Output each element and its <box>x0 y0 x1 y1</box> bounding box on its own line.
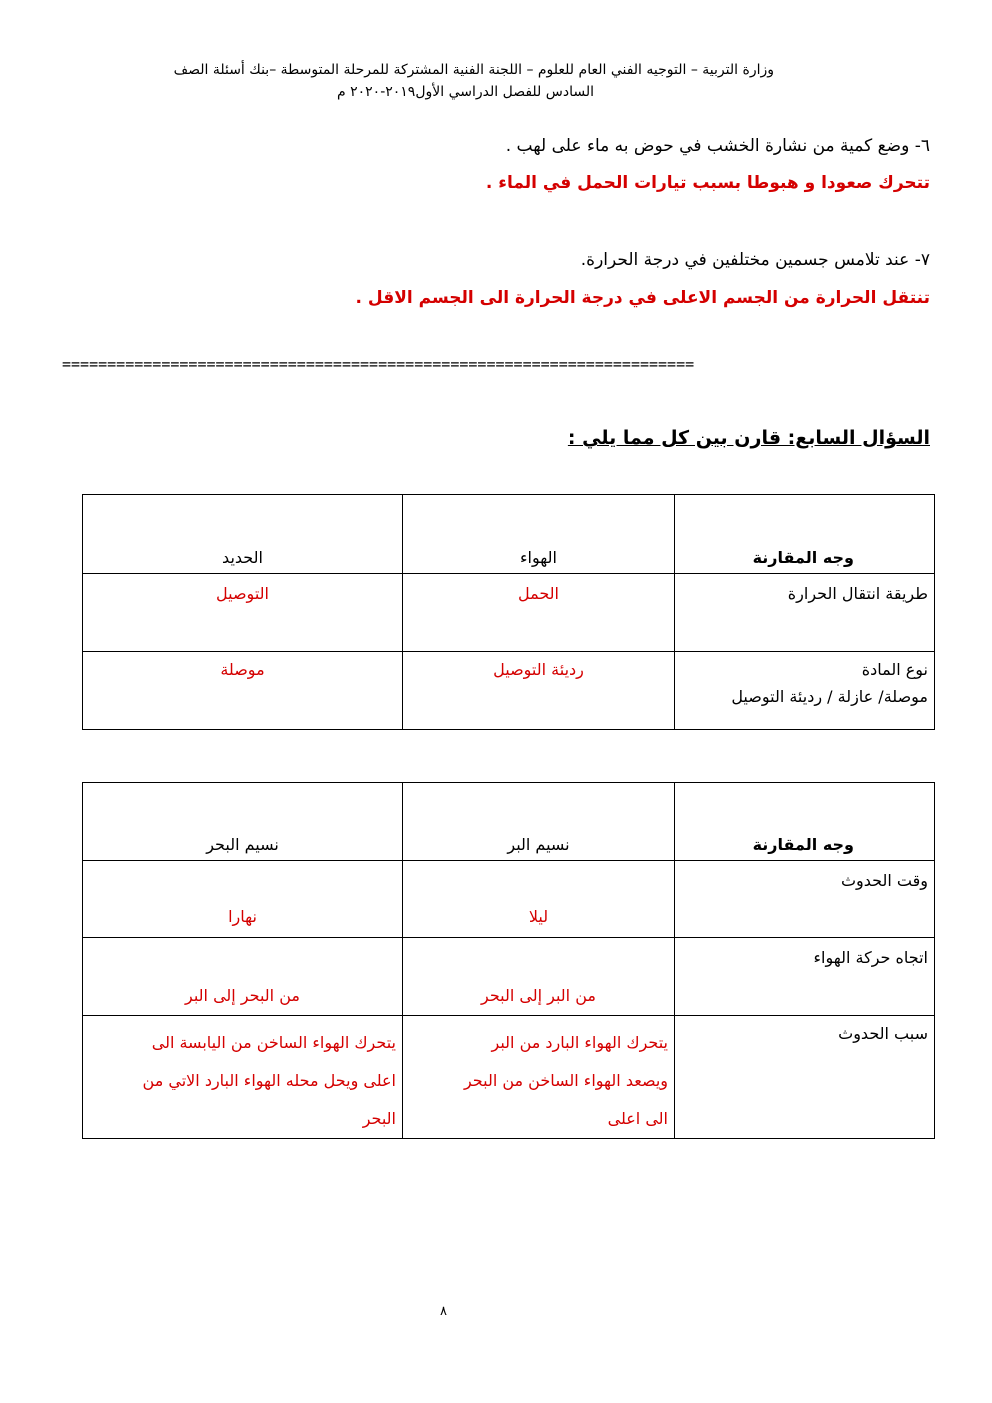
answer-7: تنتقل الحرارة من الجسم الاعلى في درجة الحرارة الى الجسم الاقل . <box>355 288 930 308</box>
answer-6: تتحرك صعودا و هبوطا بسبب تيارات الحمل في الماء . <box>485 173 930 193</box>
sea-cause-line-3: البحر <box>362 1109 396 1128</box>
table2-aspect-time: وقت الحدوث <box>675 861 935 938</box>
table1-header-aspect: وجه المقارنة <box>675 495 935 574</box>
table2-aspect-direction: اتجاه حركة الهواء <box>675 938 935 1016</box>
table1-header-iron: الحديد <box>83 495 403 574</box>
table-row <box>83 861 935 938</box>
table1-iron-material-type: موصلة <box>83 652 403 730</box>
table2-sea-cause <box>83 1016 403 1139</box>
sea-cause-line-2: اعلى ويحل محله الهواء البارد الاتي من <box>142 1071 396 1090</box>
table1-header-row <box>83 495 935 574</box>
table1-air-material-type: رديئة التوصيل <box>403 652 675 730</box>
table1-header-air: الهواء <box>403 495 675 574</box>
land-cause-line-2: ويصعد الهواء الساخن من البحر <box>463 1071 668 1090</box>
table2-header-sea-breeze: نسيم البحر <box>83 783 403 861</box>
comparison-table-breezes <box>82 782 935 1139</box>
table1-iron-heat-transfer: التوصيل <box>83 574 403 652</box>
table2-land-time: ليلا <box>403 861 675 938</box>
question-7: ٧- عند تلامس جسمين مختلفين في درجة الحرارة. <box>580 250 930 270</box>
table2-header-land-breeze: نسيم البر <box>403 783 675 861</box>
page-number: ٨ <box>440 1304 447 1319</box>
table2-sea-direction: من البحر إلى البر <box>83 938 403 1016</box>
land-cause-line-1: يتحرك الهواء البارد من البر <box>491 1033 668 1052</box>
section-title: السؤال السابع: قارن بين كل مما يلي : <box>567 427 930 449</box>
table-row <box>83 652 935 730</box>
table1-aspect-material-type: نوع المادة موصلة/ عازلة / رديئة التوصيل <box>675 652 935 730</box>
table2-land-direction: من البر إلى البحر <box>403 938 675 1016</box>
table-row <box>83 938 935 1016</box>
table2-header-row <box>83 783 935 861</box>
table-row <box>83 574 935 652</box>
table2-header-aspect: وجه المقارنة <box>675 783 935 861</box>
table1-aspect-note: موصلة/ عازلة / رديئة التوصيل <box>731 687 928 706</box>
header-line-2: السادس للفصل الدراسي الأول٢٠١٩-٢٠٢٠ م <box>336 84 594 100</box>
table1-air-heat-transfer: الحمل <box>403 574 675 652</box>
land-cause-line-3: الى اعلى <box>607 1109 668 1128</box>
question-6: ٦- وضع كمية من نشارة الخشب في حوض به ماء على لهب . <box>505 136 930 156</box>
comparison-table-air-iron <box>82 494 935 730</box>
table2-sea-time: نهارا <box>83 861 403 938</box>
header-line-1: وزارة التربية – التوجيه الفني العام للعلوم – اللجنة الفنية المشتركة للمرحلة المتوسطة –بنك أسئلة الصف <box>173 62 774 78</box>
section-divider: ====================================================================== <box>62 355 695 373</box>
table2-aspect-cause: سبب الحدوث <box>675 1016 935 1139</box>
table2-land-cause <box>403 1016 675 1139</box>
table-row <box>83 1016 935 1139</box>
table1-aspect-heat-transfer: طريقة انتقال الحرارة <box>675 574 935 652</box>
sea-cause-line-1: يتحرك الهواء الساخن من اليابسة الى <box>151 1033 396 1052</box>
